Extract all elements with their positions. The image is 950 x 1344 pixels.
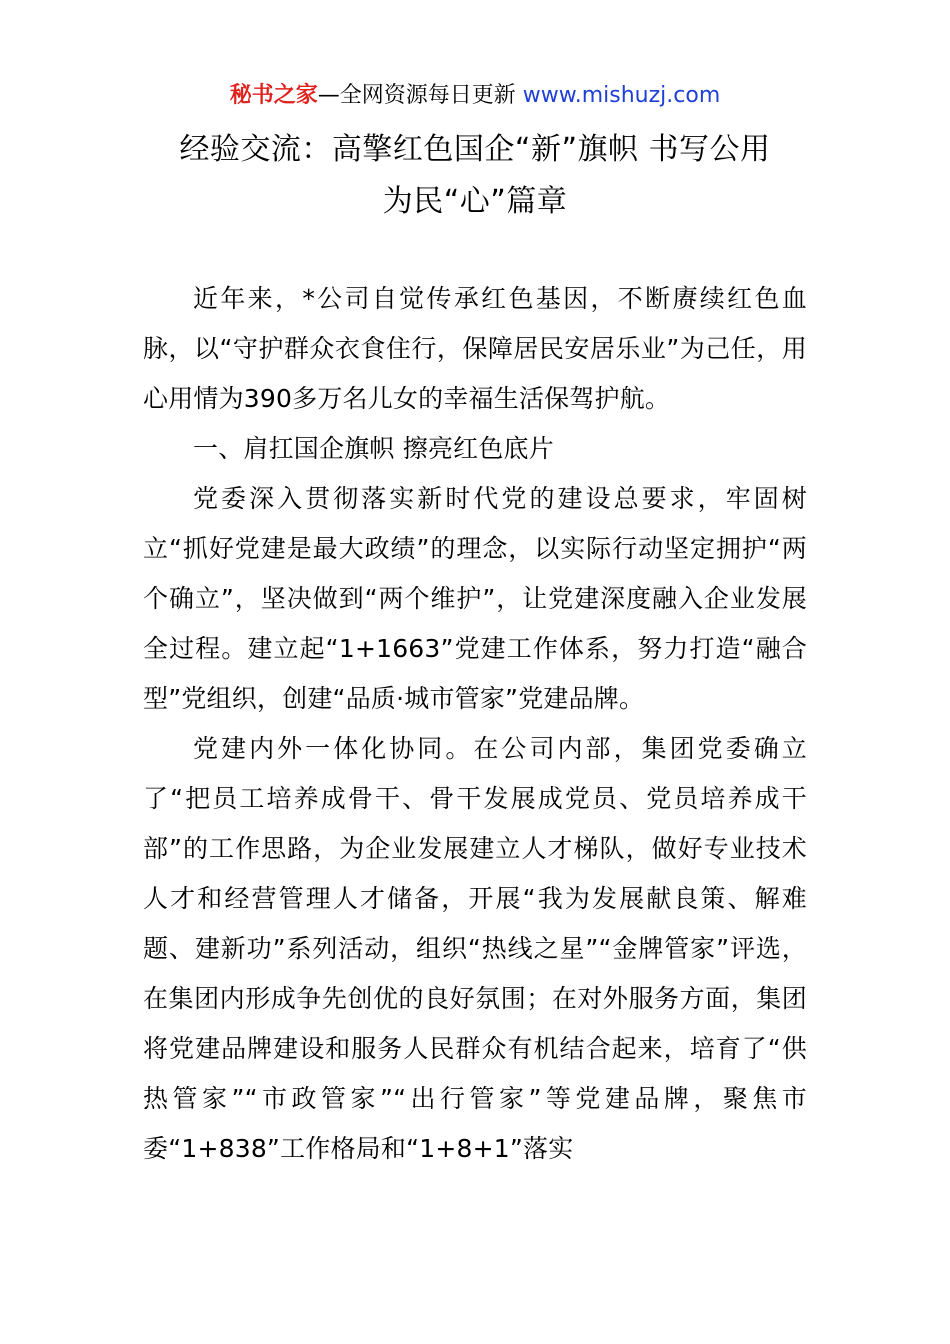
paragraph-party-building: 党委深入贯彻落实新时代党的建设总要求，牢固树立“抓好党建是最大政绩”的理念，以实际行动坚定拥护“两个确立”，坚决做到“两个维护”，让党建深度融入企业发展全过程。建立起“1+1663”党建工作体系，努力打造“融合型”党组织，创建“品质·城市管家”党建品牌。 bbox=[143, 484, 807, 713]
site-tagline: —全网资源每日更新 bbox=[317, 83, 523, 108]
paragraph-integration: 党建内外一体化协同。在公司内部，集团党委确立了“把员工培养成骨干、骨干发展成党员、党员培养成干部”的工作思路，为企业发展建立人才梯队，做好专业技术人才和经营管理人才储备，开展“我为发展献良策、解难题、建新功”系列活动，组织“热线之星”“金牌管家”评选，在集团内形成争先创优的良好氛围；在对外服务方面，集团将党建品牌建设和服务人民群众有机结合起来，培育了“供热管家”“市政管家”“出行管家”等党建品牌，聚焦市委“1+838”工作格局和“1+8+1”落实 bbox=[143, 734, 807, 1163]
paragraph-intro: 近年来，*公司自觉传承红色基因，不断赓续红色血脉，以“守护群众衣食住行，保障居民安居乐业”为己任，用心用情为390多万名儿女的幸福生活保驾护航。 bbox=[143, 284, 807, 413]
site-brand: 秘书之家 bbox=[229, 83, 318, 108]
document-title bbox=[120, 124, 830, 228]
site-url[interactable]: www.mishuzj.com bbox=[522, 83, 721, 108]
document-body bbox=[143, 274, 807, 1174]
title-line-2: 为民“心”篇章 bbox=[382, 184, 568, 219]
site-header bbox=[0, 80, 950, 112]
section-heading: 一、肩扛国企旗帜 擦亮红色底片 bbox=[193, 434, 554, 463]
title-line-1: 经验交流：高擎红色国企“新”旗帜 书写公用 bbox=[179, 132, 771, 167]
